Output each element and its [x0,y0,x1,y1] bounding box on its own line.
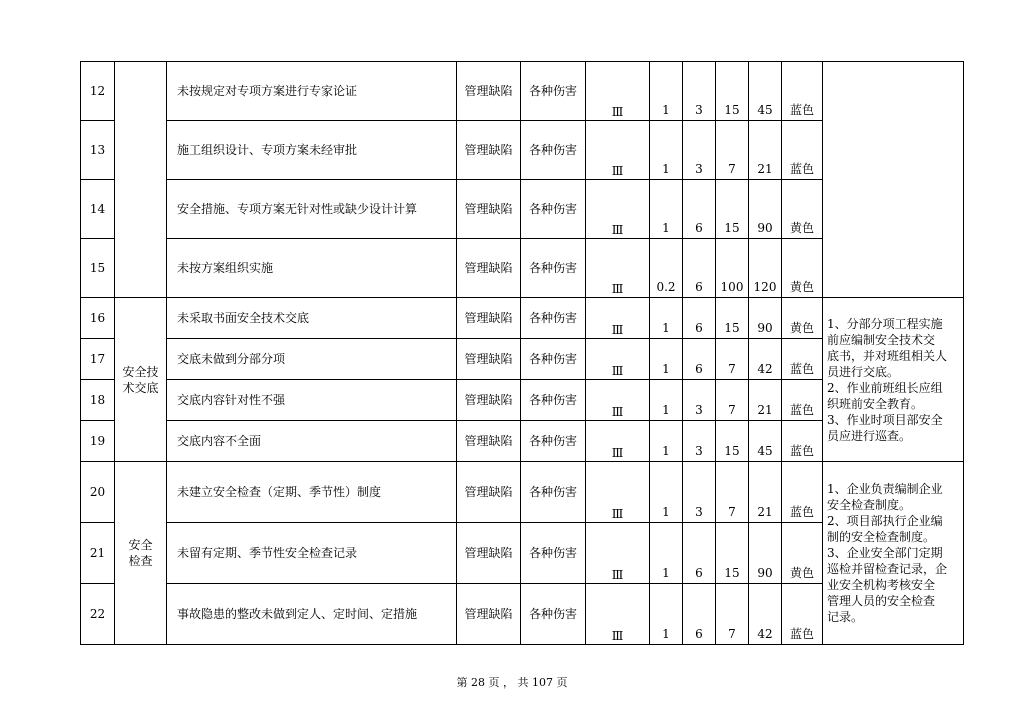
control-measures-tech-disclosure [823,298,964,462]
value-d: 90 [749,298,782,339]
possible-harm: 各种伤害 [521,180,586,239]
hazard-type: 管理缺陷 [457,62,521,121]
measure-line: 底书，并对班组相关人 [827,348,948,363]
row-number: 13 [81,121,115,180]
value-d: 21 [749,380,782,421]
value-c: 7 [716,584,749,645]
measure-line: 员应进行巡查。 [827,428,912,443]
possible-harm: 各种伤害 [521,523,586,584]
category-line: 安全 [128,538,153,552]
value-e: 3 [683,380,716,421]
possible-harm: 各种伤害 [521,298,586,339]
risk-color: 黄色 [782,180,823,239]
hazard-item: 事故隐患的整改未做到定人、定时间、定措施 [167,584,457,645]
row-number: 16 [81,298,115,339]
value-e: 6 [683,180,716,239]
value-l: 1 [650,421,683,462]
possible-harm: 各种伤害 [521,62,586,121]
risk-color: 蓝色 [782,462,823,523]
row-number: 17 [81,339,115,380]
value-e: 6 [683,523,716,584]
value-c: 15 [716,421,749,462]
value-c: 7 [716,339,749,380]
value-e: 3 [683,421,716,462]
value-e: 3 [683,462,716,523]
hazard-type: 管理缺陷 [457,180,521,239]
measure-line: 前应编制安全技术交 [827,332,936,347]
hazard-type: 管理缺陷 [457,421,521,462]
risk-level: Ⅲ [586,421,650,462]
risk-color: 蓝色 [782,380,823,421]
risk-color: 蓝色 [782,421,823,462]
value-c: 15 [716,62,749,121]
value-l: 0.2 [650,239,683,298]
hazard-type: 管理缺陷 [457,380,521,421]
hazard-type: 管理缺陷 [457,121,521,180]
value-c: 7 [716,462,749,523]
value-l: 1 [650,339,683,380]
measure-line: 安全检查制度。 [827,498,912,512]
row-number: 14 [81,180,115,239]
hazard-type: 管理缺陷 [457,298,521,339]
value-e: 6 [683,584,716,645]
measure-line: 2、作业前班组长应组 [827,380,943,395]
value-l: 1 [650,462,683,523]
page-footer: 第 28 页 ， 共 107 页 [456,676,568,689]
category-line: 检查 [128,554,153,568]
hazard-item: 交底内容针对性不强 [167,380,457,421]
value-e: 3 [683,62,716,121]
table-row [81,298,964,339]
measure-line: 员进行交底。 [827,364,900,379]
value-l: 1 [650,121,683,180]
hazard-item: 施工组织设计、专项方案未经审批 [167,121,457,180]
risk-level: Ⅲ [586,62,650,121]
category-cell-empty [115,62,167,298]
hazard-item: 未留有定期、季节性安全检查记录 [167,523,457,584]
measure-line: 记录。 [827,610,864,624]
row-number: 21 [81,523,115,584]
value-d: 45 [749,62,782,121]
value-c: 15 [716,523,749,584]
value-l: 1 [650,584,683,645]
row-number: 20 [81,462,115,523]
hazard-item: 交底未做到分部分项 [167,339,457,380]
hazard-item: 未建立安全检查（定期、季节性）制度 [167,462,457,523]
value-l: 1 [650,523,683,584]
value-c: 7 [716,380,749,421]
risk-level: Ⅲ [586,180,650,239]
possible-harm: 各种伤害 [521,462,586,523]
risk-color: 蓝色 [782,339,823,380]
measures-cell-empty [823,62,964,298]
value-e: 6 [683,239,716,298]
possible-harm: 各种伤害 [521,339,586,380]
measure-line: 2、项目部执行企业编 [827,514,943,528]
hazard-item: 未按规定对专项方案进行专家论证 [167,62,457,121]
measure-line: 1、企业负责编制企业 [827,482,943,496]
value-d: 21 [749,462,782,523]
risk-color: 蓝色 [782,584,823,645]
value-d: 90 [749,523,782,584]
measure-line: 3、作业时项目部安全 [827,412,943,427]
table-row [81,462,964,523]
value-c: 7 [716,121,749,180]
possible-harm: 各种伤害 [521,239,586,298]
possible-harm: 各种伤害 [521,380,586,421]
value-l: 1 [650,380,683,421]
measure-line: 3、企业安全部门定期 [827,546,943,560]
hazard-item: 交底内容不全面 [167,421,457,462]
risk-level: Ⅲ [586,523,650,584]
risk-level: Ⅲ [586,462,650,523]
value-e: 3 [683,121,716,180]
risk-level: Ⅲ [586,339,650,380]
possible-harm: 各种伤害 [521,584,586,645]
value-l: 1 [650,298,683,339]
hazard-type: 管理缺陷 [457,339,521,380]
value-d: 42 [749,339,782,380]
category-tech-disclosure [115,298,167,462]
risk-color: 黄色 [782,298,823,339]
measure-line: 业安全机构考核安全 [827,578,936,592]
value-l: 1 [650,62,683,121]
measure-line: 制的安全检查制度。 [827,530,936,544]
table-row [81,62,964,121]
hazard-type: 管理缺陷 [457,523,521,584]
hazard-type: 管理缺陷 [457,584,521,645]
risk-level: Ⅲ [586,239,650,298]
hazard-type: 管理缺陷 [457,239,521,298]
value-e: 6 [683,298,716,339]
risk-color: 蓝色 [782,121,823,180]
value-e: 6 [683,339,716,380]
category-line: 安全技 [122,364,159,379]
hazard-item: 安全措施、专项方案无针对性或缺少设计计算 [167,180,457,239]
risk-level: Ⅲ [586,298,650,339]
risk-color: 黄色 [782,523,823,584]
control-measures-inspection [823,462,964,645]
row-number: 12 [81,62,115,121]
row-number: 15 [81,239,115,298]
measure-line: 管理人员的安全检查 [827,594,936,608]
value-c: 100 [716,239,749,298]
measure-line: 1、分部分项工程实施 [827,316,943,331]
row-number: 19 [81,421,115,462]
value-c: 15 [716,180,749,239]
value-d: 21 [749,121,782,180]
risk-level: Ⅲ [586,380,650,421]
value-d: 45 [749,421,782,462]
risk-level: Ⅲ [586,584,650,645]
measure-line: 织班前安全教育。 [827,396,924,411]
possible-harm: 各种伤害 [521,121,586,180]
category-line: 术交底 [122,380,159,395]
value-l: 1 [650,180,683,239]
value-d: 90 [749,180,782,239]
measure-line: 巡检并留检查记录，企 [827,562,948,576]
risk-color: 黄色 [782,239,823,298]
hazard-item: 未采取书面安全技术交底 [167,298,457,339]
hazard-item: 未按方案组织实施 [167,239,457,298]
value-c: 15 [716,298,749,339]
possible-harm: 各种伤害 [521,421,586,462]
value-d: 42 [749,584,782,645]
row-number: 18 [81,380,115,421]
risk-color: 蓝色 [782,62,823,121]
risk-assessment-table [80,61,964,645]
row-number: 22 [81,584,115,645]
hazard-type: 管理缺陷 [457,462,521,523]
risk-level: Ⅲ [586,121,650,180]
category-inspection [115,462,167,645]
value-d: 120 [749,239,782,298]
